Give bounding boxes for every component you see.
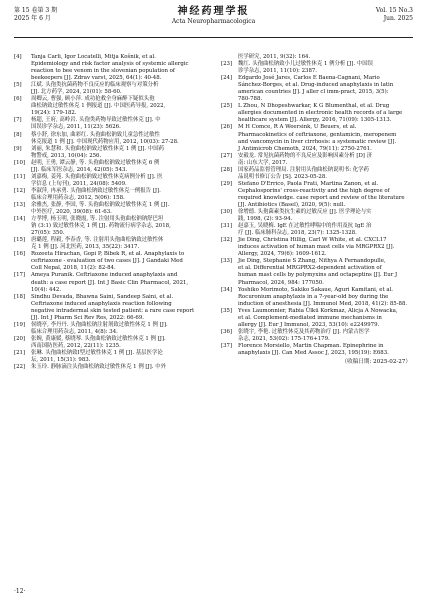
- reference-number: [26]: [221, 124, 233, 131]
- reference-entry: [14, 322, 204, 336]
- reference-number: [9]: [14, 145, 22, 152]
- reference-text: 安毅龙. 常见抗菌药物的不良反应及影响因素分析 [D] 济 南: 山东大学, 2017.: [238, 152, 372, 166]
- reference-entry: [14, 96, 204, 117]
- reference-entry: [14, 174, 204, 188]
- reference-entry: [14, 82, 204, 96]
- reference-entry: [221, 209, 411, 223]
- reference-text: Sindhu Devada, Bhawna Saini, Sandeep Saini, et al. Ceftriaxone induced anaphylaxis reaction following negative intradermal skin tested patient: a rare case report [J]. Int J Pharm Sci Rev Res, 2022: 66-69.: [31, 293, 195, 321]
- reference-text: Stefano D'Errico, Paola Frati, Martina Zanon, et al. Cephalosporins' cross-reactivity and the high degree of required knowledge. case report and review of the literature [J]. Antibiotics (Basel), 2020, 9(5): null.: [238, 180, 405, 208]
- reference-text: 侯晓亭, 李丹丹. 头孢曲松钠注射剂致过敏性休克 1 例 [J]. 临床合理用药杂志, 2011, 4(8): 34.: [31, 321, 168, 335]
- reference-entry: [14, 350, 204, 364]
- reference-text: 唐璐莲, 程毅, 李春香, 等. 注射用头孢曲松钠致过敏性休 克 1 例 [J]. 河北医药, 2013, 35(22): 3417.: [31, 237, 164, 251]
- reference-entry: [14, 132, 204, 146]
- reference-text: 杨超, 王府, 高岭岩. 头孢类药物导致过敏性休克 [J]. 中 国误诊学杂志, 2011, 11(23): 5626.: [31, 117, 161, 131]
- reference-entry: [221, 308, 411, 329]
- reference-entry: [14, 188, 204, 202]
- reference-entry: [221, 54, 411, 61]
- reference-text: Tanja Carli, Igor Locatelli, Mitja Košnik, et al. Epidemiology and risk factor analysis of systemic allergic reaction to bee venom in the slovenian population of beekeepers [J]. Zdrav varst, 2025, 64(1): 40-48.: [31, 54, 189, 82]
- header-date-en: Jun. 2025: [383, 15, 413, 22]
- reference-entry: [14, 251, 204, 272]
- reference-entry: [221, 103, 411, 124]
- reference-number: [20]: [14, 335, 26, 342]
- reference-number: [28]: [221, 166, 233, 173]
- reference-number: [35]: [221, 307, 233, 314]
- reference-number: [15]: [14, 237, 26, 244]
- reference-number: [11]: [14, 173, 26, 180]
- reference-text: 张晓宇, 李艳. 过敏性休克及其药物治疗 [J]. 内蒙古医学 杂志, 2021, 53(02): 175-176+179.: [238, 328, 370, 342]
- header-date-cn: 2025 年 6 月: [14, 15, 51, 22]
- reference-entry: [14, 54, 204, 82]
- reference-text: Jie Ding, Christina Hillig, Carl W White, et al. CXCL17 induces activation of human mast cells via MRGPRX2 [J]. Allergy, 2024, 79(6): 1609-1612.: [238, 237, 395, 258]
- reference-text: 刘丽, 朱慧和. 头孢曲松钠致过敏性休克 1 例 [J]. 中国药 物警戒, 2013, 10(04): 256.: [31, 145, 165, 159]
- reference-entry: [221, 329, 411, 343]
- reference-text: 张婉, 黄康媛, 蔡晓琴. 头孢曲松钠致过敏性休克 1 例 [J]. 西南国防医药, 2012, 22(11): 1235.: [31, 335, 166, 349]
- reference-number: [24]: [221, 75, 233, 82]
- reference-entry: [14, 117, 204, 131]
- reference-number: [19]: [14, 321, 26, 328]
- reference-text: Edgardo José Jares, Carlos E Baena-Cagnani, Mario Sánchez-Borges, et al. Drug-induced anaphylaxis in latin american countries [J]. J aller cl imm-pract, 2015, 3(5): 780-788.: [238, 75, 394, 103]
- reference-text: M H Comce, R A Weersink, U Beuers, et al. Pharmacokinetics of ceftriaxone, gentamicin, meropenem and vancomycin in liver cirrhosis: a systematic review [J]. J Antimicrob Chemoth, 2024, 79(11): 2750-2761.: [238, 124, 397, 152]
- reference-text: 国家药品监督管理局. 注射用头孢曲松钠说明书: 化学药 品说明书修订公告 [S]. 2023-05-28.: [238, 166, 369, 180]
- reference-text: 医学研究, 2011, 9(32): 164.: [238, 54, 311, 60]
- reference-entry: [14, 237, 204, 251]
- header-issue-en: [376, 7, 413, 23]
- running-header: [14, 6, 413, 36]
- reference-number: [7]: [14, 117, 22, 124]
- reference-text: Yves Laumonnier, Rabia Ülkü Korkmaz, Alicja A Nowacka, et al. Complement-mediated immune mechanisms in allergy [J]. Eur J Immunol, 2023, 53(10): e2249979.: [238, 307, 398, 328]
- reference-number: [4]: [14, 54, 22, 60]
- reference-entry: [221, 167, 411, 181]
- reference-text: 张琳. 头孢曲松钠致Ⅰ型过敏性休克 1 例 [J]. 基层医学论 坛, 2011, 15(31): 983.: [31, 349, 163, 364]
- reference-entry: [221, 61, 411, 75]
- reference-text: 赵明, 王勇, 谭云静, 等. 头孢曲松钠致过敏性休克 6 例 [J]. 临床军医杂志, 2014, 42(05): 543.: [31, 159, 160, 173]
- references-right-list: [221, 54, 411, 357]
- reference-text: Ameya Puranik. Ceftriaxone induced anaphylaxis and death: a case report [J]. Int J Basic Clin Pharmacol, 2021, 10(4): 442.: [31, 272, 189, 293]
- reference-number: [12]: [14, 187, 26, 194]
- reference-number: [13]: [14, 201, 26, 208]
- journal-title-cn: 神经药理学报: [177, 6, 250, 17]
- reference-number: [5]: [14, 82, 22, 89]
- reference-entry: [14, 202, 204, 216]
- reference-number: [31]: [221, 223, 233, 230]
- reference-entry: [221, 153, 411, 167]
- reference-text: Rozeeta Hirachan, Gopi P, Bibek R, et al. Anaphylaxis to ceftriaxone - evaluation of two cases [J]. J Gandaki Med Coll Nepal, 2018, 11(2): 82-84.: [31, 251, 185, 272]
- reference-number: [16]: [14, 251, 26, 258]
- reference-entry: [14, 160, 204, 174]
- reference-entry: [14, 272, 204, 293]
- reference-number: [18]: [14, 293, 26, 300]
- reference-number: [33]: [221, 258, 233, 265]
- header-rule: [14, 37, 413, 38]
- reference-number: [34]: [221, 286, 233, 293]
- reference-text: 徐增德. 头孢菌素类抗生素的过敏反应 [J]. 医学理论与实 践, 1998, (2): 93-94.: [238, 209, 372, 223]
- reference-entry: [221, 75, 411, 103]
- reference-entry: [221, 181, 411, 209]
- reference-number: [29]: [221, 180, 233, 187]
- reference-entry: [221, 223, 411, 237]
- reference-entry: [221, 258, 411, 286]
- reference-entry: [14, 146, 204, 160]
- reference-text: 余雅杰, 张静, 李国, 等. 头孢曲松钠致过敏性休克 1 例 [J]. 中外医疗, 2020, 39(08): 61-63.: [31, 201, 170, 216]
- reference-entry: [14, 294, 204, 322]
- page-number: ·12·: [14, 588, 26, 595]
- reference-number: [6]: [14, 96, 22, 103]
- reference-number: [22]: [14, 364, 26, 371]
- reference-number: [25]: [221, 103, 233, 110]
- reference-text: 李淑萍, 冉承勇. 头孢曲松钠致过敏性休克一例报告 [J]. 临床合理用药杂志, 2012, 5(06): 158.: [31, 187, 161, 201]
- reference-entry: [221, 343, 411, 357]
- header-volume-en: Vol. 15 No.3: [375, 7, 413, 14]
- reference-text: 魏红. 头孢曲松钠致小儿过敏性休克 1 例分析 [J]. 中国误 诊学杂志, 2011, 11(10): 2387.: [238, 61, 373, 75]
- reference-entry: [14, 216, 204, 237]
- reference-entry: [221, 237, 411, 258]
- reference-number: [32]: [221, 237, 233, 244]
- reference-text: 周卿云, 曹强, 顾小萍. 成功抢救全身麻醉下疑似头孢 曲松钠致过敏性休克 1 例报道 [J]. 中国医药导报, 2022, 19(24): 179-182.: [31, 96, 166, 117]
- reference-number: [27]: [221, 152, 233, 159]
- received-date: （收稿日期: 2025-02-27）: [341, 359, 411, 366]
- reference-number: [17]: [14, 272, 26, 279]
- reference-number: [8]: [14, 131, 22, 138]
- reference-text: 朱玉玲. 静脉滴注头孢曲松钠致过敏性休克 1 例 [J]. 中外: [31, 364, 166, 371]
- reference-entry: [14, 364, 204, 371]
- reference-text: 蔡小舒, 徐东加, 曲彩红. 头孢曲松钠致儿童急性过敏性 休克报道 1 例 [J]. 中国现代药物应用, 2012, 10(03): 27-28.: [31, 131, 179, 145]
- reference-number: [36]: [221, 328, 233, 335]
- reference-number: [23]: [221, 61, 233, 68]
- reference-entry: [221, 124, 411, 152]
- references-right-column: [221, 54, 411, 366]
- reference-text: L Zhou, N Dhopeshwarkar, K G Blumenthal, et al. Drug allergies documented in electronic health records of a large healthcare system [J]. Allergy, 2016, 71(09): 1305-1313.: [238, 103, 403, 124]
- journal-title-en: Acta Neuropharmacologica: [171, 18, 256, 25]
- reference-text: Florence Morsiello, Martin Chapman. Epinephrine in anaphylaxis [J]. Can Med Assoc J, 2023, 195(19): E683.: [238, 342, 389, 356]
- reference-number: [14]: [14, 216, 26, 223]
- reference-number: [21]: [14, 349, 26, 356]
- reference-number: [221, 54, 238, 61]
- reference-number: [37]: [221, 342, 233, 349]
- reference-entry: [221, 287, 411, 308]
- reference-text: 方孝博, 杨玉明, 张晓霞, 等. 注射用头孢曲松钠钠舒巴坦 钠 (3:1) 致过敏性休克 1 例 [J]. 药物流行病学杂志, 2018, 27(05): 350.: [31, 216, 171, 237]
- reference-text: Jie Ding, Stephanie S Zhang, Nithya A Fernandopulle, et al. Differential MRGPRX2-dependent activation of human mast cells by polymyxins and octapeptins [J]. Eur J Pharmacol, 2024, 984: 177050.: [238, 258, 398, 286]
- header-volume-cn: 第 15 卷第 3 期: [14, 7, 58, 14]
- reference-text: 刘嘉梅, 姜苑. 头孢曲松钠致过敏性休克病例分析 [J]. 医 学信息 (上旬刊), 2011, 24(08): 5409.: [31, 173, 163, 187]
- references-left-column: [14, 54, 204, 371]
- reference-number: [10]: [14, 159, 26, 166]
- reference-number: [30]: [221, 209, 233, 216]
- reference-entry: [14, 336, 204, 350]
- reference-text: Yoshiko Morimoto, Sakiko Sakaue, Aguri Kamitani, et al. Rocuronium anaphylaxis in a 7-year-old boy during the induction of anesthesia [J]. Immunol Med, 2018, 41(2): 85-88.: [238, 286, 408, 307]
- header-journal-title: [14, 6, 413, 26]
- reference-text: 江斌. 头孢类抗菌药物不良反应的临床观察与对策分析 [J]. 北方药学, 2024, 21(01): 58-60.: [31, 82, 159, 96]
- reference-text: 赵嘉玉, 吴晓梅. IgE 在过敏性哮喘中的作用及抗 IgE 治 疗 [J]. 临床肺科杂志, 2018, 23(7): 1325-1328.: [238, 223, 372, 237]
